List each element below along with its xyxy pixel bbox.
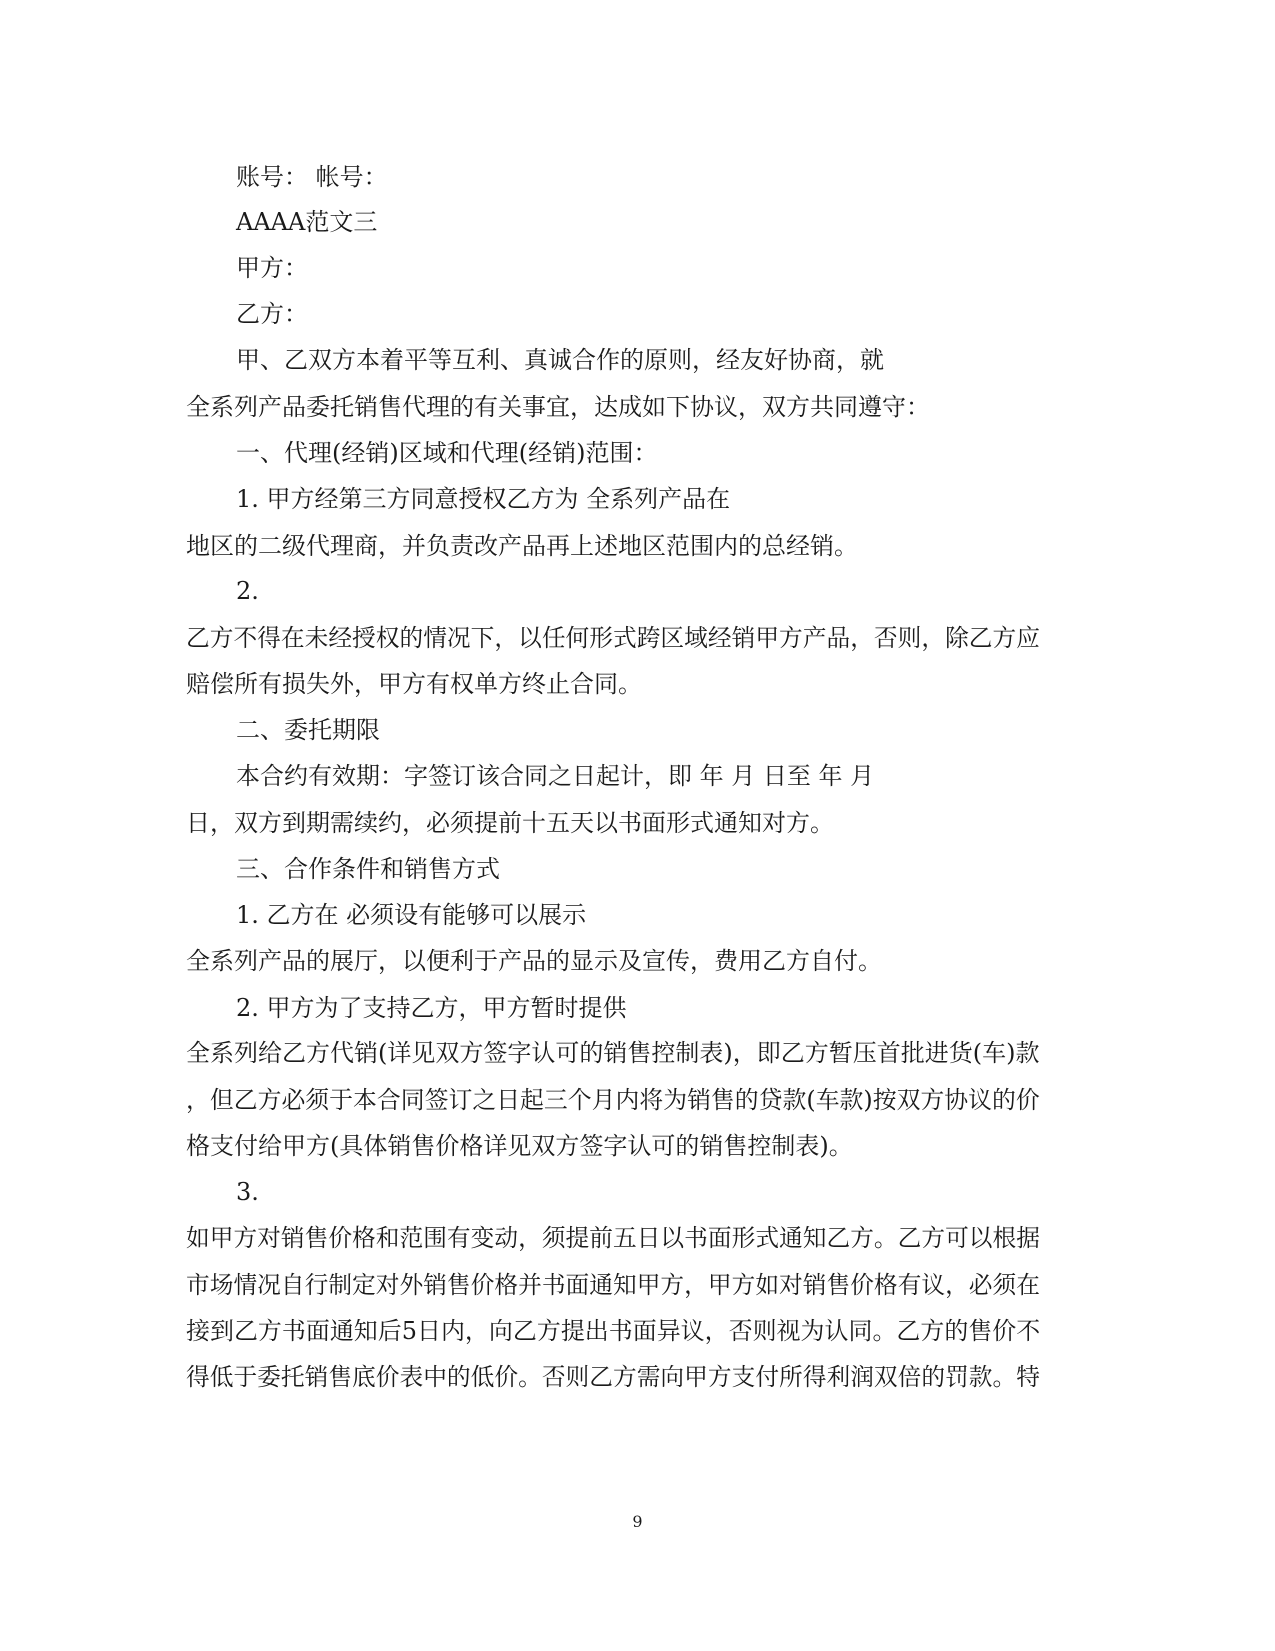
body-line: 1. 甲方经第三方同意授权乙方为 全系列产品在 [236, 485, 731, 513]
body-line: 日，双方到期需续约，必须提前十五天以书面形式通知对方。 [186, 809, 834, 837]
item-number: 2. [236, 577, 259, 605]
body-line: 地区的二级代理商，并负责改产品再上述地区范围内的总经销。 [186, 532, 858, 560]
body-line: 赔偿所有损失外，甲方有权单方终止合同。 [186, 670, 642, 698]
sample-title: AAAA范文三 [236, 208, 378, 236]
section-heading: 一、代理(经销)区域和代理(经销)范围： [236, 439, 658, 467]
section-heading: 二、委托期限 [236, 716, 380, 744]
party-b-line: 乙方： [236, 300, 308, 328]
body-line: 2. 甲方为了支持乙方，甲方暂时提供 [236, 994, 627, 1022]
section-heading: 三、合作条件和销售方式 [236, 855, 500, 883]
body-line: 格支付给甲方(具体销售价格详见双方签字认可的销售控制表)。 [186, 1132, 853, 1160]
item-number: 3. [236, 1178, 259, 1206]
body-line: 得低于委托销售底价表中的低价。否则乙方需向甲方支付所得利润双倍的罚款。特 [186, 1363, 1040, 1391]
body-line: 接到乙方书面通知后5日内，向乙方提出书面异议，否则视为认同。乙方的售价不 [186, 1317, 1041, 1345]
body-line: 全系列产品委托销售代理的有关事宜，达成如下协议，双方共同遵守： [186, 393, 930, 421]
body-line: 1. 乙方在 必须设有能够可以展示 [236, 901, 587, 929]
body-line: 乙方不得在未经授权的情况下，以任何形式跨区域经销甲方产品，否则，除乙方应 [186, 624, 1040, 652]
body-line: 全系列产品的展厅，以便利于产品的显示及宣传，费用乙方自付。 [186, 947, 882, 975]
body-line: 市场情况自行制定对外销售价格并书面通知甲方，甲方如对销售价格有议，必须在 [186, 1271, 1040, 1299]
body-line: 本合约有效期：字签订该合同之日起计，即 年 月 日至 年 月 [236, 762, 875, 790]
body-line: 全系列给乙方代销(详见双方签字认可的销售控制表)，即乙方暂压首批进货(车)款 [186, 1039, 1040, 1067]
account-line: 账号： 帐号： [236, 163, 388, 191]
page-number: 9 [632, 1512, 643, 1531]
body-line: 甲、乙双方本着平等互利、真诚合作的原则，经友好协商，就 [236, 346, 884, 374]
body-line: 如甲方对销售价格和范围有变动，须提前五日以书面形式通知乙方。乙方可以根据 [186, 1224, 1040, 1252]
party-a-line: 甲方： [236, 254, 308, 282]
body-line: ，但乙方必须于本合同签订之日起三个月内将为销售的贷款(车款)按双方协议的价 [186, 1086, 1040, 1114]
